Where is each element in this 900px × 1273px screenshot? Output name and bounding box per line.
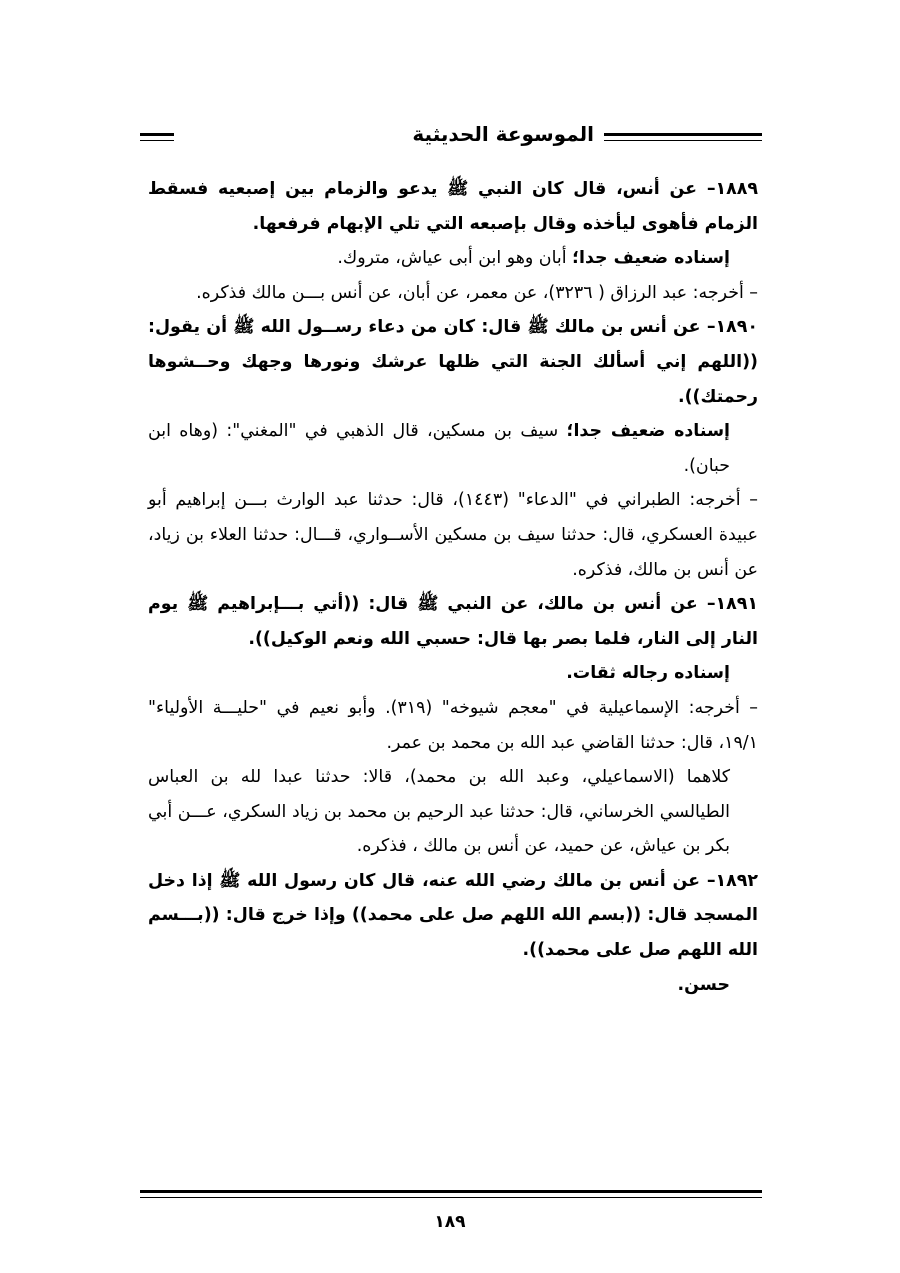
grade-line <box>148 241 758 276</box>
header-rule-left-thin <box>140 140 174 141</box>
header-rule-right-thick <box>604 133 762 136</box>
hadith-number: ١٨٨٩ <box>715 179 758 199</box>
grade-line <box>148 414 758 483</box>
grade-line <box>148 656 758 691</box>
grade-line <box>148 968 758 1003</box>
page-number: ١٨٩ <box>434 1212 466 1232</box>
hadith-number: ١٨٩١ <box>715 594 758 615</box>
grade-verdict: إسناده ضعيف جدا؛ <box>572 248 730 269</box>
hadith-entry-1892 <box>148 864 758 968</box>
grade-verdict: إسناده ضعيف جدا؛ <box>566 421 731 442</box>
running-header <box>140 120 762 160</box>
hadith-entry-1889 <box>148 172 758 241</box>
chain-paragraph: كلاهما (الاسماعيلي، وعبد الله بن محمد)، قالا: حدثنا عبدا لله بن العباس الطيالسي الخرساني، قال: حدثنا عبد الرحيم بن محمد بن زياد السكري، عـــن أبي بكر بن عياش، عن حميد، عن أنس بن مالك ، فذكره. <box>148 767 730 857</box>
grade-verdict: إسناده رجاله ثقات. <box>566 663 730 684</box>
page-body <box>148 172 758 1002</box>
header-title: الموسوعة الحديثية <box>402 122 604 146</box>
header-rule-right-thin <box>604 140 762 141</box>
header-rule-left-thick <box>140 133 174 136</box>
takhrij-paragraph: – أخرجه: عبد الرزاق ( ٣٢٣٦)، عن معمر، عن أبان، عن أنس بـــن مالك فذكره. <box>196 282 758 303</box>
grade-verdict: حسن. <box>677 974 730 995</box>
grade-detail: سيف بن مسكين، قال الذهبي في "المغني": (وهاه ابن حبان). <box>148 421 730 476</box>
hadith-text: – عن أنس بن مالك ﷺ قال: كان من دعاء رســول الله ﷺ أن يقول: ((اللهم إني أسألك الجنة التي ظلها عرشك ونورها وجهك وحــشوها رحمتك)). <box>148 317 758 407</box>
grade-detail: أبان وهو ابن أبى عياش، متروك. <box>337 248 573 269</box>
takhrij-paragraph: – أخرجه: الطبراني في "الدعاء" (١٤٤٣)، قال: حدثنا عبد الوارث بـــن إبراهيم أبو عبيدة العسكري، قال: حدثنا سيف بن مسكين الأســواري، قـــال: حدثنا العلاء بن زياد، عن أنس بن مالك، فذكره. <box>148 490 758 580</box>
hadith-text: – عن أنس بن مالك رضي الله عنه، قال كان رسول الله ﷺ إذا دخل المسجد قال: ((بسم الله اللهم صل على محمد)) وإذا خرج قال: ((بـــسم الله اللهم صل على محمد)). <box>148 870 758 961</box>
hadith-entry-1890 <box>148 310 758 414</box>
hadith-number: ١٨٩٢ <box>715 870 758 891</box>
hadith-number: ١٨٩٠ <box>715 317 758 338</box>
footer-rule-thick <box>140 1190 762 1193</box>
hadith-text: – عن أنس، قال كان النبي ﷺ يدعو والزمام بين إصبعيه فسقط الزمام فأهوى ليأخذه وقال بإصبعه التي تلي الإبهام فرفعها. <box>148 179 758 234</box>
hadith-text: – عن أنس بن مالك، عن النبي ﷺ قال: ((أتي بـــإبراهيم ﷺ يوم النار إلى النار، فلما بصر بها قال: حسبي الله ونعم الوكيل)). <box>148 594 758 649</box>
takhrij-paragraph: – أخرجه: الإسماعيلية في "معجم شيوخه" (٣١٩). وأبو نعيم في "حليـــة الأولياء" ١٩/١، قال: حدثنا القاضي عبد الله بن محمد بن عمر. <box>148 697 759 753</box>
footer-rule-thin <box>140 1197 762 1198</box>
hadith-entry-1891 <box>148 587 758 656</box>
